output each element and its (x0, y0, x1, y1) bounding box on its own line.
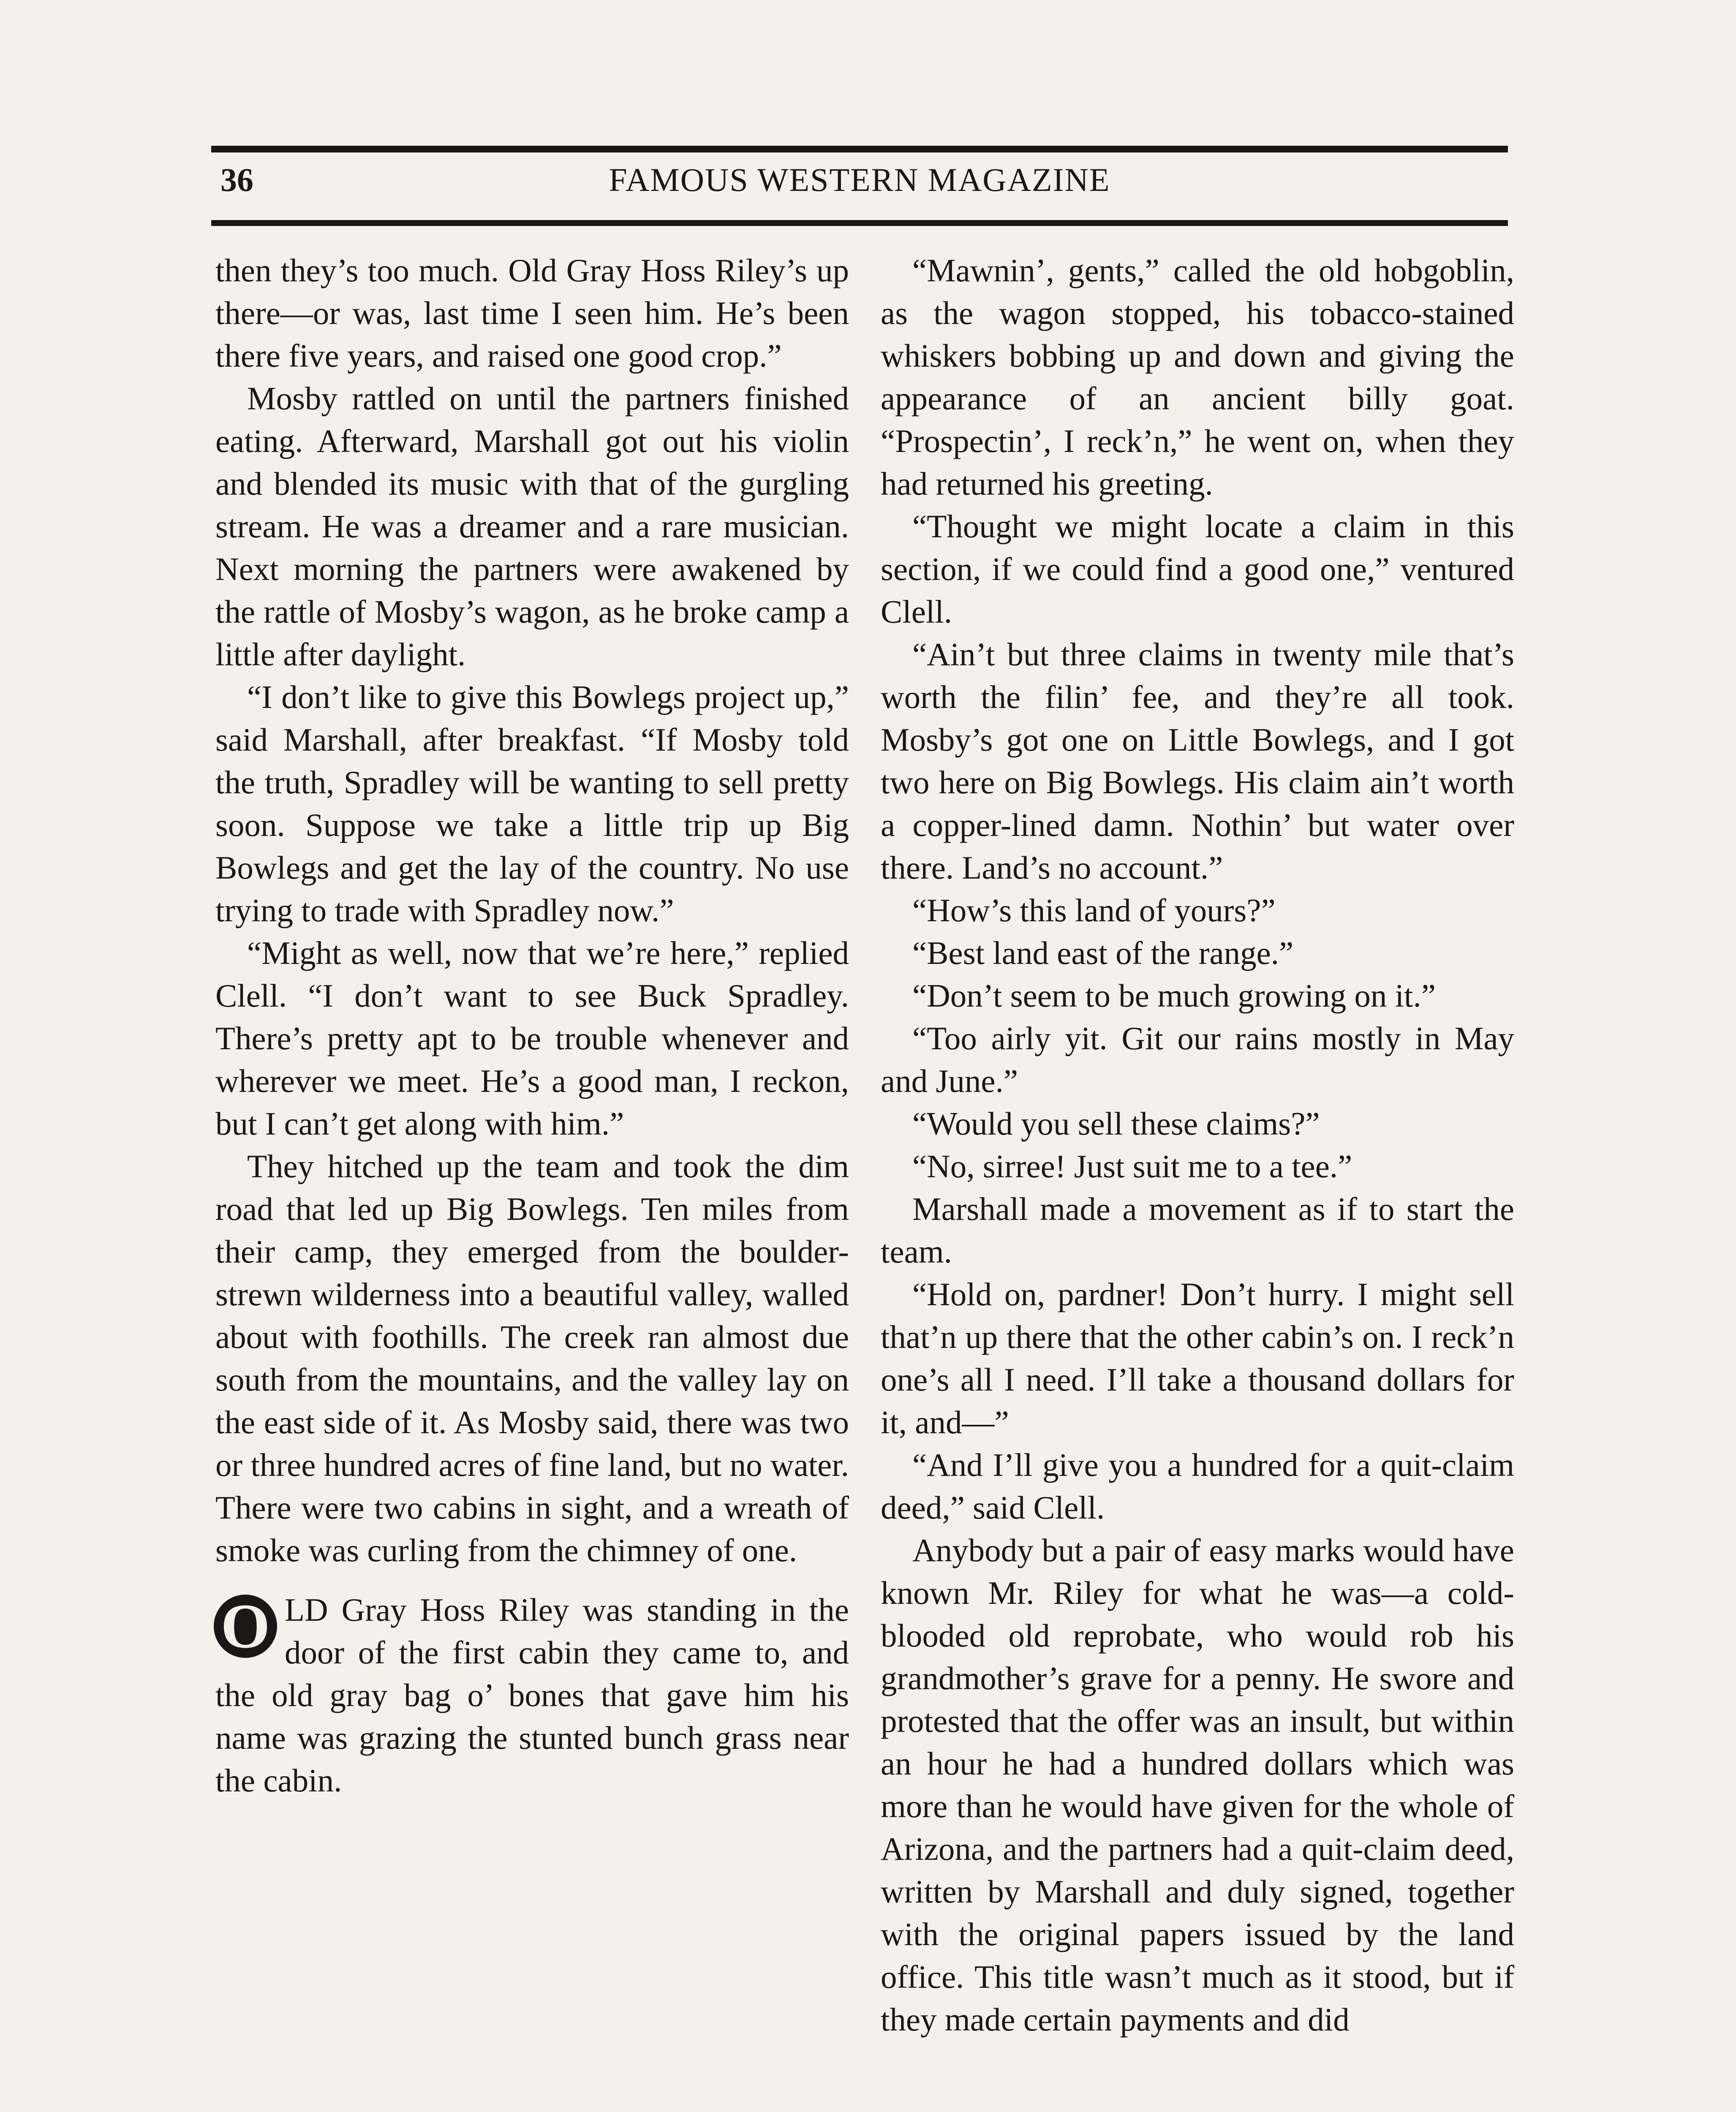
paragraph: “I don’t like to give this Bowlegs project up,” said Marshall, after breakfast. “If Mosby told the truth, Spradley will be wanting to sell pretty soon. Suppose we take a little trip up Big Bowlegs and get the lay of the country. No use trying to trade with Spradley now.” (215, 679, 849, 928)
paragraph: “Would you sell these claims?” (912, 1105, 1320, 1142)
section-opening-paragraph (215, 1589, 849, 1802)
section-opening-text: LD Gray Hoss Riley was standing in the door of the first cabin they came to, and the old gray bag o’ bones that gave him his name was grazing the stunted bunch grass near the cabin. (215, 1592, 849, 1799)
paragraph: They hitched up the team and took the dim road that led up Big Bowlegs. Ten miles from their camp, they emerged from the boulder-strewn wilderness into a beautiful valley, walled about with foothills. The creek ran almost due south from the mountains, and the valley lay on the east side of it. As Mosby said, there was two or three hundred acres of fine land, but no water. There were two cabins in sight, and a wreath of smoke was curling from the chimney of one. (215, 1148, 849, 1568)
paragraph: “Thought we might locate a claim in this section, if we could find a good one,” ventured Clell. (881, 508, 1514, 630)
paragraph: “Hold on, pardner! Don’t hurry. I might sell that’n up there that the other cabin’s on. I reck’n one’s all I need. I’ll take a thousand dollars for it, and—” (881, 1276, 1514, 1440)
paragraph: “Best land east of the range.” (912, 935, 1294, 971)
header-top-rule (211, 146, 1508, 152)
page-number: 36 (220, 161, 253, 198)
page-header (211, 146, 1508, 226)
paragraph: Marshall made a movement as if to start the team. (881, 1191, 1514, 1270)
paragraph: “Too airly yit. Git our rains mostly in May and June.” (881, 1020, 1514, 1099)
header-bottom-rule (211, 220, 1508, 226)
paragraph: then they’s too much. Old Gray Hoss Riley’s up there—or was, last time I seen him. He’s been there five years, and raised one good crop.” (215, 252, 849, 374)
paragraph: “And I’ll give you a hundred for a quit-claim deed,” said Clell. (881, 1447, 1514, 1526)
paragraph: “No, sirree! Just suit me to a tee.” (912, 1148, 1352, 1184)
paragraph: “Ain’t but three claims in twenty mile that’s worth the filin’ fee, and they’re all took. Mosby’s got one on Little Bowlegs, and I got two here on Big Bowlegs. His claim ain’t worth a copper-lined damn. Nothin’ but water over there. Land’s no account.” (881, 636, 1514, 886)
paragraph: “Might as well, now that we’re here,” replied Clell. “I don’t want to see Buck Spradley. There’s pretty apt to be trouble whenever and wherever we meet. He’s a good man, I reckon, but I can’t get along with him.” (215, 935, 849, 1142)
running-title: FAMOUS WESTERN MAGAZINE (609, 161, 1110, 198)
paragraph: Anybody but a pair of easy marks would have known Mr. Riley for what he was—a cold-blooded old reprobate, who would rob his grandmother’s grave for a penny. He swore and protested that the offer was an insult, but within an hour he had a hundred dollars which was more than he would have given for the whole of Arizona, and the partners had a quit-claim deed, written by Marshall and duly signed, together with the original papers issued by the land office. This title wasn’t much as it stood, but if they made certain payments and did (881, 1532, 1514, 2038)
paragraph: “Mawnin’, gents,” called the old hobgoblin, as the wagon stopped, his tobacco-stained whiskers bobbing up and down and giving the appearance of an ancient billy goat. “Prospectin’, I reck’n,” he went on, when they had returned his greeting. (881, 252, 1514, 502)
drop-cap-initial: O (214, 1595, 277, 1658)
left-column (215, 249, 849, 1802)
paragraph: “Don’t seem to be much growing on it.” (912, 977, 1436, 1014)
right-column (881, 249, 1514, 2041)
paragraph: Mosby rattled on until the partners finished eating. Afterward, Marshall got out his violin and blended its music with that of the gurgling stream. He was a dreamer and a rare musician. Next morning the partners were awakened by the rattle of Mosby’s wagon, as he broke camp a little after daylight. (215, 380, 849, 672)
paragraph: “How’s this land of yours?” (912, 892, 1276, 928)
